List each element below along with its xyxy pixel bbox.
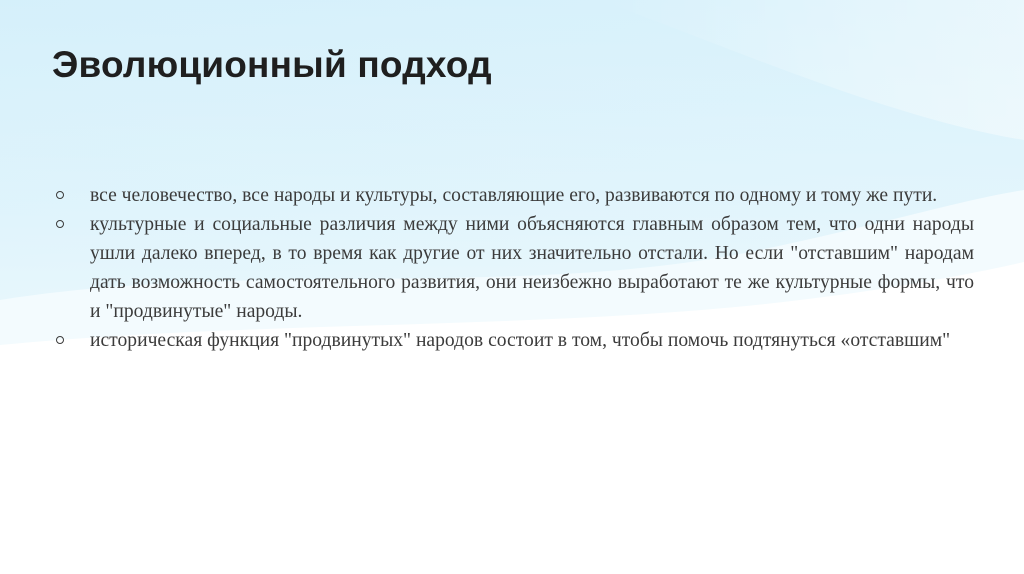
circle-bullet-icon xyxy=(56,220,64,228)
slide-title: Эволюционный подход xyxy=(52,44,492,85)
bullet-text: культурные и социальные различия между ними объясняются главным образом тем, что одни народы ушли далеко вперед, в то время как другие от них значительно отстали. Но если "отставшим" народам дать возможность самостоятельного развития, они неизбежно выработают те же культурные формы, что и "продвинутые" народы. xyxy=(90,214,974,322)
circle-bullet-icon xyxy=(56,191,64,199)
bullet-item xyxy=(56,181,974,210)
bullet-text: все человечество, все народы и культуры, составляющие его, развиваются по одному и тому же пути. xyxy=(90,185,938,206)
bullet-item xyxy=(56,326,974,355)
bullet-item xyxy=(56,210,974,326)
circle-bullet-icon xyxy=(56,336,64,344)
bullet-list xyxy=(56,181,974,355)
bullet-text: историческая функция "продвинутых" народов состоит в том, чтобы помочь подтянуться «отставшим" xyxy=(90,330,951,351)
